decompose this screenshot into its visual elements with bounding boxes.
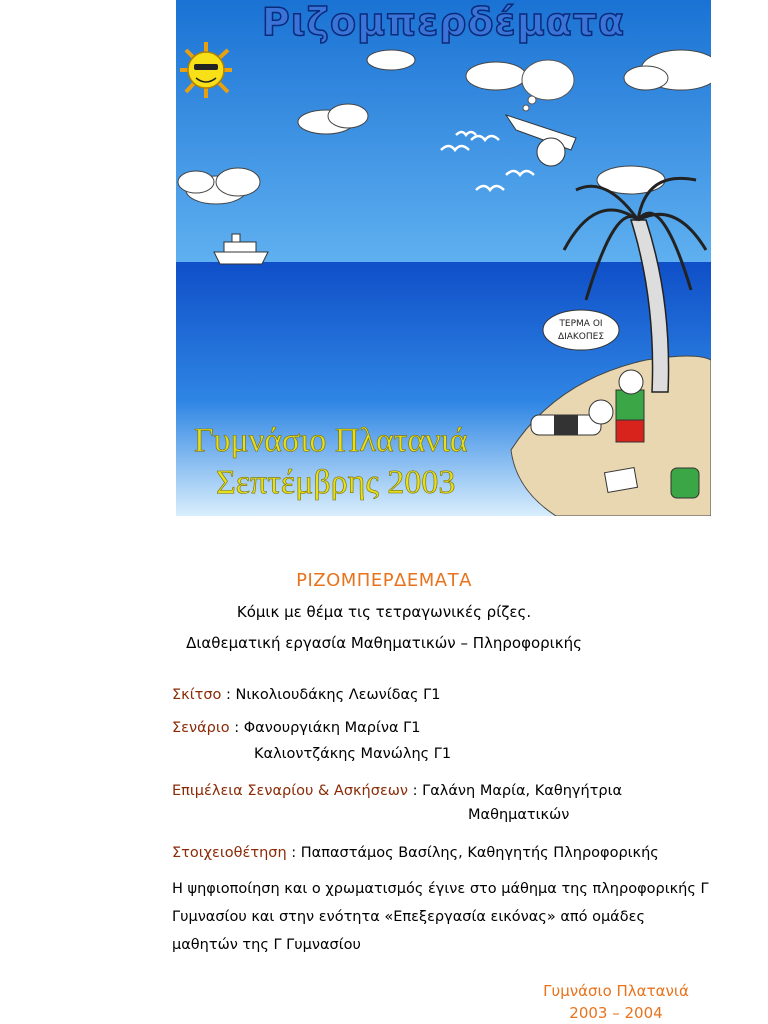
cover-illustration <box>176 0 711 516</box>
document-subtitle-2: Διαθεματική εργασία Μαθηματικών – Πληροφορικής <box>186 634 582 652</box>
credit-editing-value-1: Γαλάνη Μαρία, Καθηγήτρια <box>422 783 623 799</box>
credit-scenario-separator: : <box>234 720 240 736</box>
credit-scenario-label: Σενάριο <box>172 720 230 736</box>
credit-sketch-separator: : <box>226 687 231 703</box>
credit-sketch-label: Σκίτσο <box>172 687 222 703</box>
document-title: ΡΙΖΟΜΠΕΡΔΕΜΑΤΑ <box>296 570 472 591</box>
credit-scenario-value-2: Καλιοντζάκης Μανώλης Γ1 <box>254 746 452 762</box>
credit-typesetting-value: Παπαστάμος Βασίλης, Καθηγητής Πληροφορικής <box>300 845 659 861</box>
credit-scenario <box>172 720 420 736</box>
cover-caption-date: Σεπτέμβρης 2003 <box>216 464 456 501</box>
credit-typesetting <box>172 845 659 861</box>
thought-bubble <box>543 310 619 350</box>
credit-editing <box>172 783 622 799</box>
digitization-note: Η ψηφιοποίηση και ο χρωματισμός έγινε στο μάθημα της πληροφορικής Γ Γυμνασίου και στην ενότητα «Επεξεργασία εικόνας» από ομάδες μαθητών της Γ Γυμνασίου <box>172 881 709 953</box>
cover-caption-school: Γυμνάσιο Πλατανιά <box>194 422 468 459</box>
bubble-text-2: ΔΙΑΚΟΠΕΣ <box>557 332 605 342</box>
bubble-text-1: ΤΕΡΜΑ ΟΙ <box>559 319 603 329</box>
footer-years: 2003 – 2004 <box>569 1004 663 1022</box>
credit-editing-label: Επιμέλεια Σεναρίου & Ασκήσεων <box>172 783 409 799</box>
credit-scenario-value-1: Φανουργιάκη Μαρίνα Γ1 <box>243 720 421 736</box>
credit-editing-separator: : <box>412 783 418 799</box>
document-subtitle-1: Κόμικ με θέμα τις τετραγωνικές ρίζες. <box>236 603 532 621</box>
credit-typesetting-separator: : <box>291 845 297 861</box>
credit-sketch-value: Νικολιουδάκης Λεωνίδας Γ1 <box>235 687 441 703</box>
footer-school: Γυμνάσιο Πλατανιά <box>543 982 689 1000</box>
credit-editing-value-2: Μαθηματικών <box>468 807 570 823</box>
cover-title: Ριζομπερδέματα <box>261 0 626 44</box>
backpack-icon <box>671 468 699 498</box>
credit-sketch <box>172 687 440 703</box>
credit-typesetting-label: Στοιχειοθέτηση <box>172 845 287 861</box>
